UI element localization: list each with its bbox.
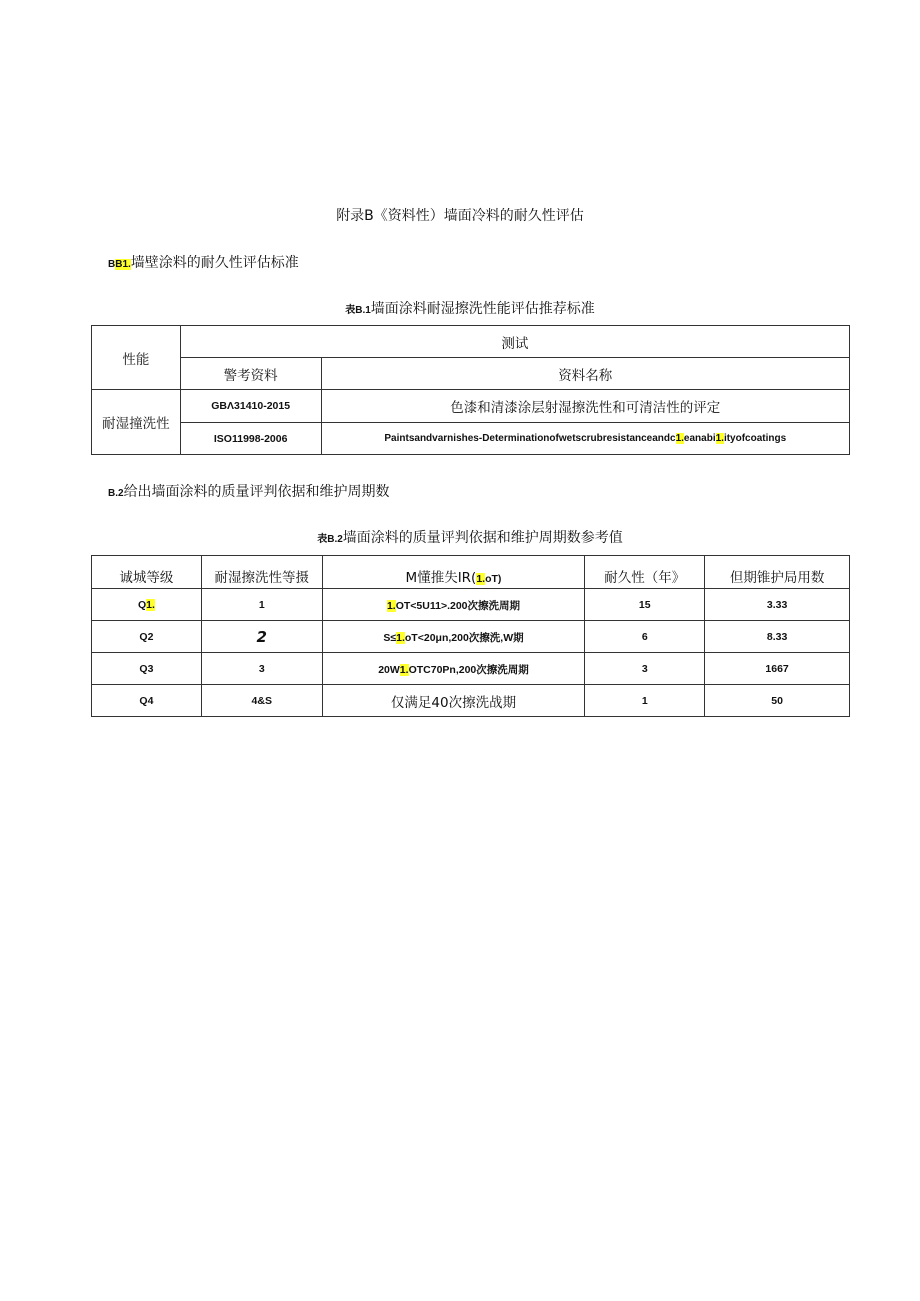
table2-cell-grade: Q1. (92, 589, 202, 621)
table2-cell-years: 3 (585, 653, 705, 685)
table2-cell-cycles: 3.33 (705, 589, 850, 621)
table2-cell-criteria: 仅满足40次擦洗战期 (322, 685, 585, 717)
table2-cell-level: 4&S (201, 685, 322, 717)
table2-cell-level: 2 (201, 621, 322, 653)
table2-caption: 表B.2墙面涂料的质量评判依据和维护周期数参考值 (317, 530, 623, 546)
section-b1-number: BB1. (108, 259, 131, 270)
table1 (91, 325, 850, 455)
table1-header-ref: 警考资料 (180, 358, 321, 390)
table1-cell-ref: ISO11998-2006 (180, 423, 321, 455)
table2-header-durability: 耐久性（年》 (585, 556, 705, 589)
table1-cell-ref: GBΛ31410-2015 (180, 390, 321, 423)
section-b1-heading (108, 252, 299, 272)
table2-cell-criteria: 1.OT<5U11>.200次擦洗周期 (322, 589, 585, 621)
table2-cell-years: 6 (585, 621, 705, 653)
table1-cell-name: Paintsandvarnishes-Determinationofwetscrubresistanceandc1.eanabi1.ityofcoatings (321, 423, 849, 455)
table1-header-name: 资料名称 (321, 358, 849, 390)
table2-cell-grade: Q4 (92, 685, 202, 717)
appendix-title: 附录B《资料性）墙面冷料的耐久性评估 (336, 208, 584, 224)
table1-caption: 表B.1墙面涂料耐湿擦洗性能评估推荐标准 (345, 301, 595, 317)
table2 (91, 555, 850, 717)
table2-cell-grade: Q2 (92, 621, 202, 653)
table2-cell-criteria: 20W1.OTC70Pn,200次擦洗周期 (322, 653, 585, 685)
table2-cell-level: 3 (201, 653, 322, 685)
table1-cell-name: 色漆和清漆涂层射湿擦洗性和可清洁性的评定 (321, 390, 849, 423)
table2-header-grade: 诚城等级 (92, 556, 202, 589)
table2-cell-years: 1 (585, 685, 705, 717)
table1-header-test: 测试 (180, 326, 849, 358)
table1-row-property: 耐湿撞洗性 (92, 390, 181, 455)
table1-header-property: 性能 (92, 326, 181, 390)
table2-header-cycles: 但期锥护局用数 (705, 556, 850, 589)
section-b2-heading: B.2给出墙面涂料的质量评判依据和维护周期数 (108, 484, 390, 500)
section-b1-text: 墙壁涂料的耐久性评估标准 (130, 255, 299, 271)
table2-header-criteria: M懂推失IR(1.oT) (322, 556, 585, 589)
table2-cell-years: 15 (585, 589, 705, 621)
table2-cell-cycles: 1667 (705, 653, 850, 685)
table2-cell-cycles: 50 (705, 685, 850, 717)
table2-header-level: 耐湿擦洗性等摄 (201, 556, 322, 589)
table2-cell-level: 1 (201, 589, 322, 621)
table2-cell-cycles: 8.33 (705, 621, 850, 653)
table2-cell-grade: Q3 (92, 653, 202, 685)
table2-cell-criteria: S≤1.oT<20μn,200次擦洗,W期 (322, 621, 585, 653)
